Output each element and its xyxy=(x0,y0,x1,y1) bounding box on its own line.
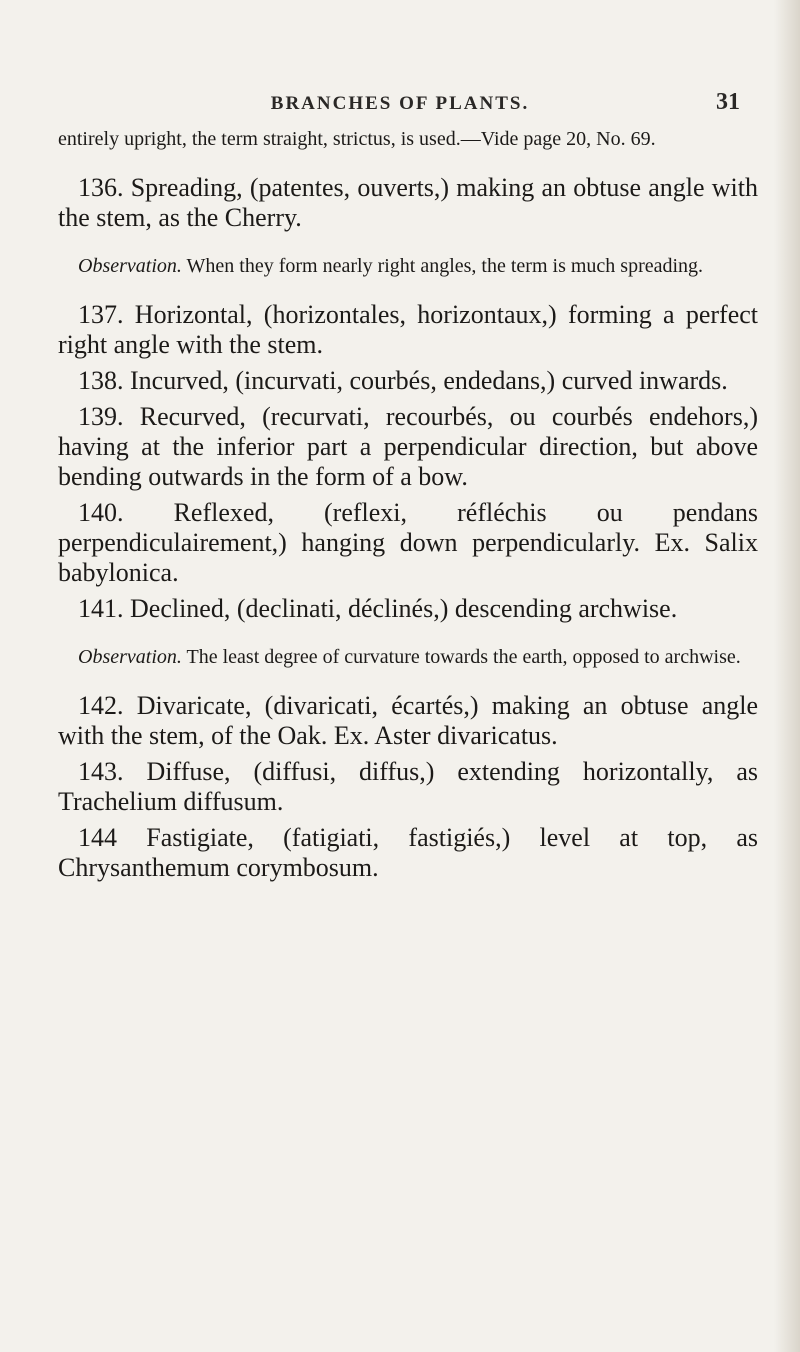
entry-text: Reflexed, (reflexi, réfléchis ou pendans perpendiculairement,) hanging down perpendicularly. Ex. Salix babylonica. xyxy=(58,498,759,587)
page-edge-shadow xyxy=(774,0,800,1352)
observation-1 xyxy=(58,255,758,278)
paragraph-text: entirely upright, the term straight, strictus, is used.—Vide page 20, No. 69. xyxy=(58,128,656,150)
body-text xyxy=(58,128,758,883)
observation-text: The least degree of curvature towards the earth, opposed to archwise. xyxy=(186,646,741,668)
entry-number: 136. xyxy=(78,173,124,202)
running-head: BRANCHES OF PLANTS. xyxy=(270,93,530,114)
entry-text: Fastigiate, (fatigiati, fastigiés,) level at top, as Chrysanthemum corymbosum. xyxy=(58,823,758,882)
entry-136 xyxy=(58,173,758,233)
continuation-paragraph xyxy=(58,128,758,151)
entry-number: 142. xyxy=(78,691,124,720)
entry-text: Declined, (declinati, déclinés,) descending archwise. xyxy=(130,594,678,623)
entry-text: Diffuse, (diffusi, diffus,) extending horizontally, as Trachelium diffusum. xyxy=(58,757,758,816)
observation-text: When they form nearly right angles, the term is much spreading. xyxy=(186,255,704,277)
entry-text: Divaricate, (divaricati, écartés,) making an obtuse angle with the stem, of the Oak. Ex. Aster divaricatus. xyxy=(58,691,758,750)
observation-2 xyxy=(58,646,758,669)
entry-text: Horizontal, (horizontales, horizontaux,) forming a perfect right angle with the stem. xyxy=(58,300,758,359)
entry-text: Recurved, (recurvati, recourbés, ou courbés endehors,) having at the inferior part a perpendicular direction, but above bending outwards in the form of a bow. xyxy=(58,402,758,491)
entry-139 xyxy=(58,402,758,492)
entry-number: 143. xyxy=(78,757,124,786)
entry-142 xyxy=(58,691,758,751)
observation-label: Observation. xyxy=(78,255,182,277)
entry-number: 139. xyxy=(78,402,124,431)
entry-text: Incurved, (incurvati, courbés, endedans,) curved inwards. xyxy=(130,366,728,395)
entry-144 xyxy=(58,823,758,883)
entry-143 xyxy=(58,757,758,817)
observation-label: Observation. xyxy=(78,646,182,668)
entry-number: 141. xyxy=(78,594,124,623)
entry-number: 138. xyxy=(78,366,124,395)
page-number: 31 xyxy=(716,89,740,115)
entry-138 xyxy=(58,366,758,396)
entry-137 xyxy=(58,300,758,360)
entry-141 xyxy=(58,594,758,624)
entry-number: 144 xyxy=(78,823,117,852)
entry-140 xyxy=(58,498,758,588)
entry-text: Spreading, (patentes, ouverts,) making an obtuse angle with the stem, as the Cherry. xyxy=(58,173,758,232)
entry-number: 137. xyxy=(78,300,124,329)
page-header xyxy=(0,89,800,123)
entry-number: 140. xyxy=(78,498,124,527)
